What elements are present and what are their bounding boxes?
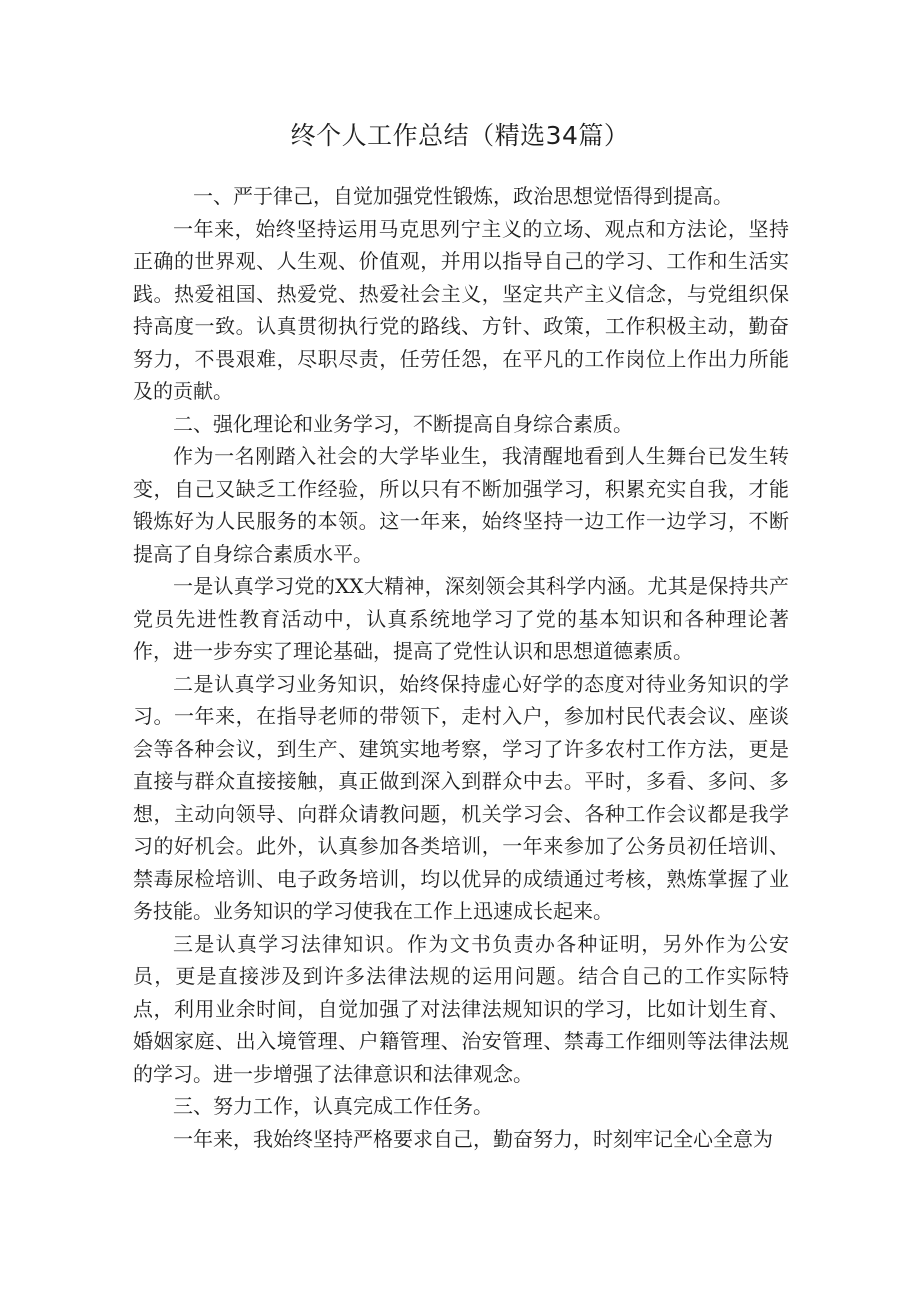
section-heading-2: 二、强化理论和业务学习，不断提高自身综合素质。: [173, 411, 633, 436]
paragraph-6: 一年来，我始终坚持严格要求自己，勤奋努力，时刻牢记全心全意为: [173, 1126, 773, 1151]
paragraph-5: 三是认真学习法律知识。作为文书负责办各种证明，另外作为公安员，更是直接涉及到许多法律法规的运用问题。结合自己的工作实际特点，利用业余时间，自觉加强了对法律法规知识的学习，比如计划生育、婚姻家庭、出入境管理、户籍管理、治安管理、禁毒工作细则等法律法规的学习。进一步增强了法律意识和法律观念。: [133, 931, 789, 1086]
section-heading-3: 三、努力工作，认真完成工作任务。: [173, 1094, 493, 1118]
paragraph-3: 一是认真学习党的XX大精神，深刻领会其科学内涵。尤其是保持共产党员先进性教育活动中，认真系统地学习了党的基本知识和各种理论著作，进一步夯实了理论基础，提高了党性认识和思想道德素质。: [133, 574, 789, 663]
paragraph-4: 二是认真学习业务知识，始终保持虚心好学的态度对待业务知识的学习。一年来，在指导老师的带领下，走村入户，参加村民代表会议、座谈会等各种会议，到生产、建筑实地考察，学习了许多农村工作方法，更是直接与群众直接接触，真正做到深入到群众中去。平时，多看、多问、多想，主动向领导、向群众请教问题，机关学习会、各种工作会议都是我学习的好机会。此外，认真参加各类培训，一年来参加了公务员初任培训、禁毒尿检培训、电子政务培训，均以优异的成绩通过考核，熟炼掌握了业务技能。业务知识的学习使我在工作上迅速成长起来。: [133, 671, 789, 923]
paragraph-1: 一年来，始终坚持运用马克思列宁主义的立场、观点和方法论，坚持正确的世界观、人生观、价值观，并用以指导自己的学习、工作和生活实践。热爱祖国、热爱党、热爱社会主义，坚定共产主义信念，与党组织保持高度一致。认真贯彻执行党的路线、方针、政策，工作积极主动，勤奋努力，不畏艰难，尽职尽责，任劳任怨，在平凡的工作岗位上作出力所能及的贡献。: [133, 216, 789, 403]
document-body: [133, 180, 789, 1155]
paragraph-2: 作为一名刚踏入社会的大学毕业生，我清醒地看到人生舞台已发生转变，自己又缺乏工作经验，所以只有不断加强学习，积累充实自我，才能锻炼好为人民服务的本领。这一年来，始终坚持一边工作一边学习，不断提高了自身综合素质水平。: [133, 444, 789, 566]
document-title: 终个人工作总结（精选34篇）: [290, 121, 630, 150]
section-heading-1: 一、严于律己，自觉加强党性锻炼，政治思想觉悟得到提高。: [193, 184, 733, 208]
